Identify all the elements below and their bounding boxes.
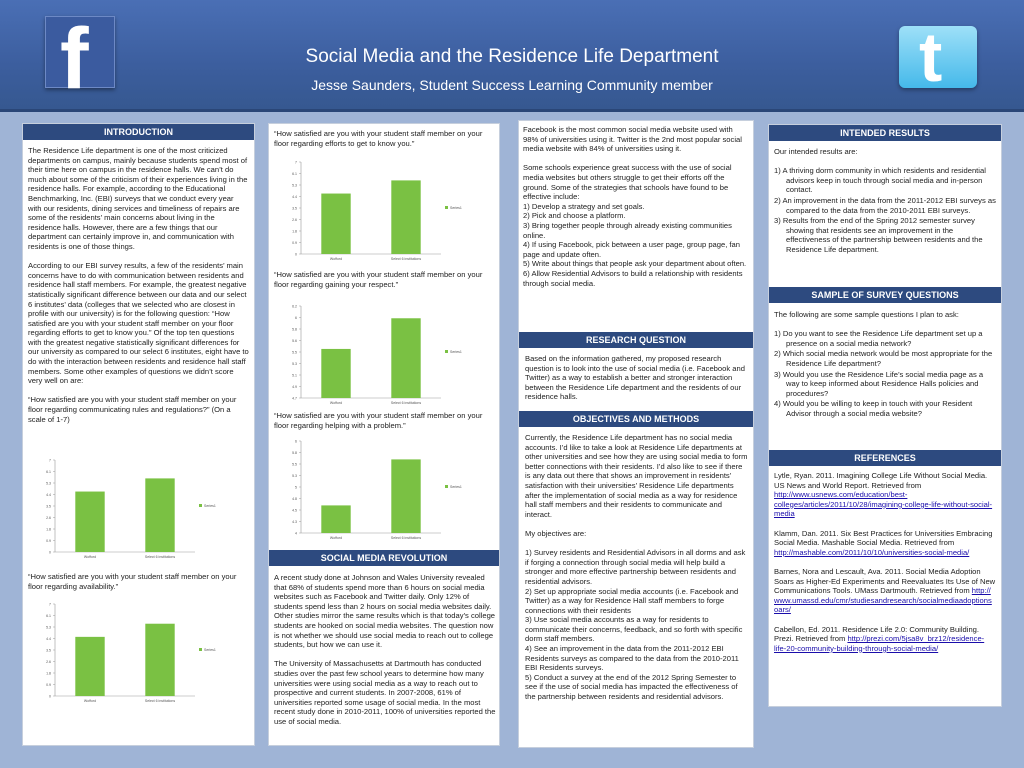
objective-item: 4) See an improvement in the data from the 2011-2012 EBI Residents surveys as compared to the data from the 2010-2011 EBI Residents surveys. [525, 644, 739, 673]
legend-label: Series1 [450, 350, 462, 354]
chart-bar [321, 194, 350, 254]
bar-chart [283, 435, 473, 547]
twitter-icon: t [919, 18, 943, 96]
chart-bar [145, 624, 174, 696]
y-tick-label: 1.8 [46, 671, 51, 676]
bar-chart [37, 598, 227, 710]
y-tick-label: 5.5 [292, 462, 297, 467]
column-charts-revolution [268, 123, 500, 746]
y-tick-label: 3.5 [46, 504, 51, 509]
survey-question-item: 3) Would you use the Residence Life’s social media page as a way to keep informed about Residence Halls policies and procedures? [774, 369, 984, 398]
poster-title: Social Media and the Residence Life Department [305, 46, 719, 67]
chart-gaining-respect [283, 300, 473, 412]
x-tick-label: Select 6 institutions [144, 555, 176, 559]
y-tick-label: 5 [295, 485, 297, 490]
references-body [774, 471, 996, 663]
facebook-icon: f [60, 11, 89, 107]
y-tick-label: 4.4 [292, 195, 297, 199]
y-tick-label: 0 [49, 550, 51, 555]
chart-get-to-know-you [283, 156, 473, 268]
stats-paragraph-2: Some schools experience great success with the use of social media websites but others struggle to get their efforts off the ground. Some of the strategies that schools have found to be effective include: [523, 163, 732, 202]
x-tick-label: Wofford [83, 699, 97, 703]
chart-helping-problem [283, 435, 473, 547]
reference-item [774, 471, 996, 519]
y-tick-label: 4.8 [292, 497, 297, 501]
legend-label: Series1 [204, 504, 216, 508]
strategy-item: 4) If using Facebook, pick between a user page, group page, fan page and update often. [523, 240, 740, 259]
strategy-item: 1) Develop a strategy and set goals. [523, 201, 645, 211]
y-tick-label: 1.8 [292, 229, 297, 234]
survey-question-item: 2) Which social media network would be most appropriate for the Residence Life department? [774, 349, 993, 368]
chart-bar [75, 492, 104, 552]
y-tick-label: 0.9 [46, 683, 51, 687]
column-research [518, 120, 754, 748]
intro-question-2: “How satisfied are you with your student staff member on your floor regarding availability.” [28, 572, 237, 591]
y-tick-label: 6.1 [46, 614, 51, 618]
y-tick-label: 5.1 [292, 373, 297, 378]
y-tick-label: 5.5 [292, 350, 297, 355]
reference-item [774, 567, 996, 615]
social-media-revolution-body [274, 573, 496, 736]
y-tick-label: 2.6 [292, 218, 297, 222]
legend-swatch [199, 504, 202, 507]
y-tick-label: 6.1 [292, 172, 297, 176]
reference-item [774, 529, 996, 558]
survey-questions-heading: SAMPLE OF SURVEY QUESTIONS [769, 287, 1001, 303]
chart-bar [145, 478, 174, 552]
y-tick-label: 5.3 [46, 481, 51, 486]
survey-questions-list [774, 329, 996, 418]
y-tick-label: 5.3 [292, 362, 297, 366]
y-tick-label: 3.5 [292, 206, 297, 211]
legend-label: Series1 [450, 206, 462, 210]
chart-question-2: “How satisfied are you with your student staff member on your floor regarding gaining your respect.” [274, 270, 483, 289]
stats-paragraph-1: Facebook is the most common social media website used with 98% of universities using it. Twitter is the 2nd most popular social media website with 84% of universities using it. [523, 125, 742, 154]
chart-bar [391, 459, 420, 533]
reference-link[interactable]: http://www.umassd.edu/cmr/studiesandresearch/socialmediaadoptionsoars/ [774, 586, 992, 615]
legend-swatch [445, 206, 448, 209]
y-tick-label: 2.6 [46, 660, 51, 664]
methods-paragraph: Currently, the Residence Life department has no social media accounts. I’d like to take a look at Residence Life departments at other universities and see how they are using social media to form better connections with their residents. I’d also like to see if there is any data out there that shows an improvement in residents’ satisfaction with their universities’ Residence Life departments after the implementation of social media as a way for residence hall staff members and their residents to communicate and interact. [525, 433, 748, 519]
introduction-body [23, 140, 254, 424]
research-question-heading: RESEARCH QUESTION [519, 332, 753, 348]
bar-chart [37, 454, 227, 566]
chart-bar [321, 349, 350, 398]
y-tick-label: 6 [295, 439, 297, 444]
y-tick-label: 4.9 [292, 385, 297, 389]
y-tick-label: 5.3 [292, 183, 297, 188]
x-tick-label: Wofford [83, 555, 97, 559]
y-tick-label: 5.6 [292, 339, 297, 343]
y-tick-label: 5.3 [292, 474, 297, 478]
chart-communicating-rules [37, 454, 227, 566]
strategy-item: 3) Bring together people through already existing communities online. [523, 220, 732, 240]
twitter-logo [899, 18, 977, 96]
legend-swatch [445, 350, 448, 353]
y-tick-label: 2.6 [46, 516, 51, 520]
x-tick-label: Wofford [329, 536, 343, 540]
survey-question-item: 4) Would you be willing to keep in touch with your Resident Advisor through a social media website? [774, 399, 973, 418]
reference-citation: Cabellon, Ed. 2011. Residence Life 2.0: Community Building. Prezi. Retrieved from [774, 624, 980, 644]
chart-question-1: “How satisfied are you with your student staff member on your floor regarding efforts to get to know you.” [274, 129, 483, 148]
y-tick-label: 4.3 [292, 520, 297, 524]
strategy-item: 2) Pick and choose a platform. [523, 211, 626, 221]
y-tick-label: 4 [295, 531, 297, 536]
y-tick-label: 4.4 [46, 637, 51, 641]
legend-label: Series1 [204, 648, 216, 652]
x-tick-label: Select 6 institutions [390, 401, 422, 405]
social-media-stats [519, 121, 753, 288]
y-tick-label: 4.7 [292, 396, 297, 401]
legend-swatch [199, 648, 202, 651]
result-item: 3) Results from the end of the Spring 2012 semester survey showing that residents see an improvement in the effectiveness of the partnership between residents and the Residence Life department. [774, 216, 983, 254]
chart-bar [391, 180, 420, 254]
smr-paragraph-2: The University of Massachusetts at Dartmouth has conducted studies over the past few school years to determine how many universities were using social media as a way to reach out to prospective and current students. In 2007-2008, 61% of universities reported some usage of social media. In the most recent study done in 2010-2011, 100% of universities reported the use of social media. [274, 659, 496, 726]
result-item: 1) A thriving dorm community in which residents and residential advisors keep in touch through social media and in-person contact. [774, 166, 986, 195]
survey-question-item: 1) Do you want to see the Residence Life department set up a presence on a social media network? [774, 329, 983, 348]
x-tick-label: Select 6 institutions [390, 536, 422, 540]
chart-question-3: “How satisfied are you with your student staff member on your floor regarding helping with a problem.” [274, 411, 483, 430]
objectives-methods-body [525, 433, 749, 702]
reference-item [774, 625, 996, 654]
objective-item: 2) Set up appropriate social media accounts (i.e. Facebook and Twitter) as a way for Residence Hall staff members to forge connections with their residents [525, 586, 739, 615]
poster-header [0, 0, 1024, 112]
y-tick-label: 7 [49, 602, 51, 607]
column-results-references [768, 124, 1002, 707]
result-item: 2) An improvement in the data from the 2011-2012 EBI surveys as compared to the data from the 2010-2011 EBI surveys. [774, 195, 996, 215]
bar-chart [283, 300, 473, 412]
reference-link[interactable]: http://mashable.com/2011/10/10/universities-social-media/ [774, 547, 970, 557]
strategy-item: 6) Allow Residential Advisors to build a relationship with residents through social media. [523, 268, 743, 288]
chart-bar [321, 505, 350, 533]
chart-bar [391, 318, 420, 398]
y-tick-label: 0 [295, 252, 297, 257]
y-tick-label: 6 [295, 316, 297, 320]
y-tick-label: 0 [49, 694, 51, 699]
objective-item: 5) Conduct a survey at the end of the 2012 Spring Semester to see if the use of social media has impacted the effectiveness of the partnership between residents and residential advisors. [525, 672, 738, 702]
survey-questions-intro: The following are some sample questions I plan to ask: [774, 310, 959, 319]
intro-paragraph-1: The Residence Life department is one of the most criticized departments on campus, mainly because students spend most of their time here on campus in the residence halls. We can’t do much about some of the criticism of their experiences living in the residence halls. For example, according to the Educational Benchmarking, Inc. (EBI) surveys that we conduct every year with our residents, dining services and timeliness of repairs are some of the residents’ main concerns about living in the residence halls. However, there are a few things that our department can certainly improve in, and communication with residents is one of those things. [28, 146, 248, 251]
y-tick-label: 3.5 [46, 648, 51, 653]
objective-item: 1) Survey residents and Residential Advisors in all dorms and ask if forging a connection through social media will help build a stronger and more effective partnership between residents and residential advisors. [525, 548, 746, 586]
intended-results-heading: INTENDED RESULTS [769, 125, 1001, 141]
y-tick-label: 1.8 [46, 527, 51, 532]
y-tick-label: 4.4 [46, 493, 51, 497]
chart-availability [37, 598, 227, 710]
y-tick-label: 7 [295, 160, 297, 165]
y-tick-label: 0.9 [46, 539, 51, 543]
intended-results-list [774, 166, 996, 254]
reference-link[interactable]: http://prezi.com/5jsa8v_brz12/residence-life-20-community-building-through-social-media/ [774, 634, 985, 653]
column-introduction [22, 123, 255, 746]
x-tick-label: Select 6 institutions [390, 257, 422, 261]
y-tick-label: 5.8 [292, 327, 297, 332]
legend-swatch [445, 485, 448, 488]
introduction-heading: INTRODUCTION [23, 124, 254, 140]
x-tick-label: Wofford [329, 257, 343, 261]
objectives-methods-heading: OBJECTIVES AND METHODS [519, 411, 753, 427]
reference-link[interactable]: http://www.usnews.com/education/best-colleges/articles/2011/10/28/imagining-college-life-without-social-media [774, 490, 993, 519]
poster-subtitle: Jesse Saunders, Student Success Learning Community member [311, 77, 713, 93]
x-tick-label: Wofford [329, 401, 343, 405]
research-question-body: Based on the information gathered, my proposed research question is to look into the use of social media (i.e. Facebook and Twitter) as a way to establish a better and stronger interaction between the Residence Life department and the residents of our residence halls. [525, 354, 745, 402]
reference-citation: Barnes, Nora and Lescault, Ava. 2011. Social Media Adoption Soars as Higher-Ed Experiments and Reevaluates Its Use of New Communications Tools. UMass Dartmouth. Retrieved from [774, 566, 996, 596]
survey-questions-body [774, 310, 996, 420]
reference-citation: Lytle, Ryan. 2011. Imagining College Life Without Social Media. US News and World Report. Retrieved from [774, 471, 988, 490]
y-tick-label: 5.3 [46, 625, 51, 630]
strategy-item: 5) Write about things that people ask your department about often. [523, 259, 747, 269]
objectives-intro: My objectives are: [525, 528, 587, 538]
y-tick-label: 7 [49, 458, 51, 463]
strategy-list [523, 202, 749, 288]
x-tick-label: Select 6 institutions [144, 699, 176, 703]
intro-paragraph-2: According to our EBI survey results, a few of the residents’ main concerns have to do with communication between residents and residence hall staff members. For example, the greatest negative statistically significant difference between our data and our select 6 institutes’ data (colleges that we selected who are closest in profile with our university) is for the following question: “How satisfied are you with your student staff member on your floor regarding efforts to get to know you.” Of the top ten questions with the greatest negative statistically significant differences for our university as compared to our select 6 institutes, eight have to do with the interaction between residents and residence hall staff members. Some other examples of questions we didn’t score very well on are: [28, 261, 249, 386]
reference-citation: Klamm, Dan. 2011. Six Best Practices for Universities Embracing Social Media. Mashable Social Media. Retrieved from [774, 528, 993, 548]
intended-results-body [769, 141, 1001, 255]
objective-item: 3) Use social media accounts as a way for residents to communicate their concerns, feedback, and so forth with specific dorm staff members. [525, 615, 743, 644]
social-media-revolution-heading: SOCIAL MEDIA REVOLUTION [269, 550, 499, 566]
chart-bar [75, 637, 104, 696]
y-tick-label: 4.5 [292, 508, 297, 513]
y-tick-label: 5.8 [292, 451, 297, 455]
y-tick-label: 6.2 [292, 304, 297, 309]
intro-question-1: “How satisfied are you with your student staff member on your floor regarding communicating rules and regulations?” (On a scale of 1-7) [28, 395, 237, 424]
bar-chart [283, 156, 473, 268]
legend-label: Series1 [450, 485, 462, 489]
smr-paragraph-1: A recent study done at Johnson and Wales University revealed that 68% of students spend more than 6 hours on social media websites such as Facebook and Twitter daily. Only 12% of students spend less than 2 hours on social media websites daily. Other studies mirror the same results which is that today’s college students are hooked on social media websites. The question now is not whether we should use social media to reach out to college students, but how we can use it. [274, 573, 496, 650]
y-tick-label: 0.9 [292, 241, 297, 245]
references-heading: REFERENCES [769, 450, 1001, 466]
intended-results-intro: Our intended results are: [774, 147, 858, 156]
y-tick-label: 6.1 [46, 470, 51, 474]
